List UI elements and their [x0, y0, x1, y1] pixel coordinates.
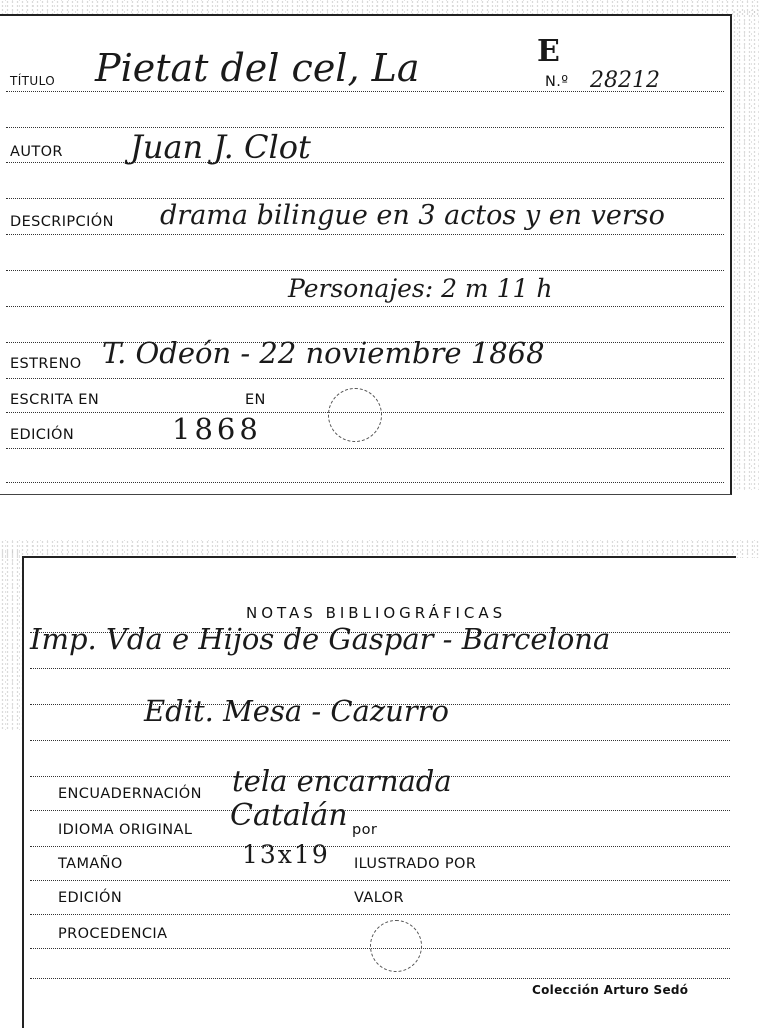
rule — [30, 668, 730, 669]
rule — [6, 448, 724, 449]
label-encuadernacion: ENCUADERNACIÓN — [58, 786, 202, 802]
punch-hole-mark — [370, 920, 422, 972]
label-autor: AUTOR — [10, 144, 63, 160]
value-encuadernacion: tela encarnada — [232, 764, 452, 798]
letter-mark: E — [537, 34, 560, 69]
notes-line-1: Imp. Vda e Hijos de Gaspar - Barcelona — [30, 622, 611, 656]
rule — [30, 810, 730, 811]
value-edicion: 1868 — [172, 412, 262, 446]
rule — [6, 306, 724, 307]
rule — [30, 846, 730, 847]
catalog-card-bottom — [22, 556, 736, 1028]
footer-collection: Colección Arturo Sedó — [532, 983, 689, 997]
rule — [6, 234, 724, 235]
scan-noise-left — [0, 550, 22, 730]
rule — [6, 378, 724, 379]
label-edicion: EDICIÓN — [10, 427, 75, 443]
label-numero: N.º — [545, 74, 569, 90]
rule — [30, 978, 730, 979]
catalog-card-top — [0, 14, 732, 495]
notes-heading: NOTAS BIBLIOGRÁFICAS — [246, 604, 507, 622]
label-estreno: ESTRENO — [10, 356, 82, 372]
rule — [6, 198, 724, 199]
label-idioma-original: IDIOMA ORIGINAL — [58, 822, 193, 838]
value-idioma-original: Catalán — [230, 798, 348, 833]
value-autor: Juan J. Clot — [130, 128, 311, 166]
rule — [6, 482, 724, 483]
value-titulo: Pietat del cel, La — [95, 46, 420, 90]
label-titulo: TÍTULO — [10, 74, 56, 88]
notes-line-2: Edit. Mesa - Cazurro — [144, 694, 449, 728]
label-por: por — [352, 822, 378, 838]
value-personajes: Personajes: 2 m 11 h — [288, 274, 553, 303]
rule — [30, 914, 730, 915]
punch-hole-mark — [328, 388, 382, 442]
label-ilustrado-por: ILUSTRADO POR — [354, 856, 477, 872]
rule — [6, 127, 724, 128]
value-descripcion: drama bilingue en 3 actos y en verso — [160, 200, 665, 231]
label-en: EN — [245, 392, 266, 408]
label-edicion-bottom: EDICIÓN — [58, 890, 123, 906]
rule — [6, 162, 724, 163]
label-procedencia: PROCEDENCIA — [58, 926, 168, 942]
scan-noise-right — [732, 10, 759, 490]
label-descripcion: DESCRIPCIÓN — [10, 214, 114, 230]
value-tamano: 13x19 — [242, 840, 330, 869]
value-numero: 28212 — [590, 68, 660, 93]
label-valor: VALOR — [354, 890, 404, 906]
rule — [30, 880, 730, 881]
rule — [6, 270, 724, 271]
value-estreno: T. Odeón - 22 noviembre 1868 — [102, 336, 545, 370]
rule — [30, 740, 730, 741]
label-tamano: TAMAÑO — [58, 856, 123, 872]
label-escrita-en: ESCRITA EN — [10, 392, 100, 408]
